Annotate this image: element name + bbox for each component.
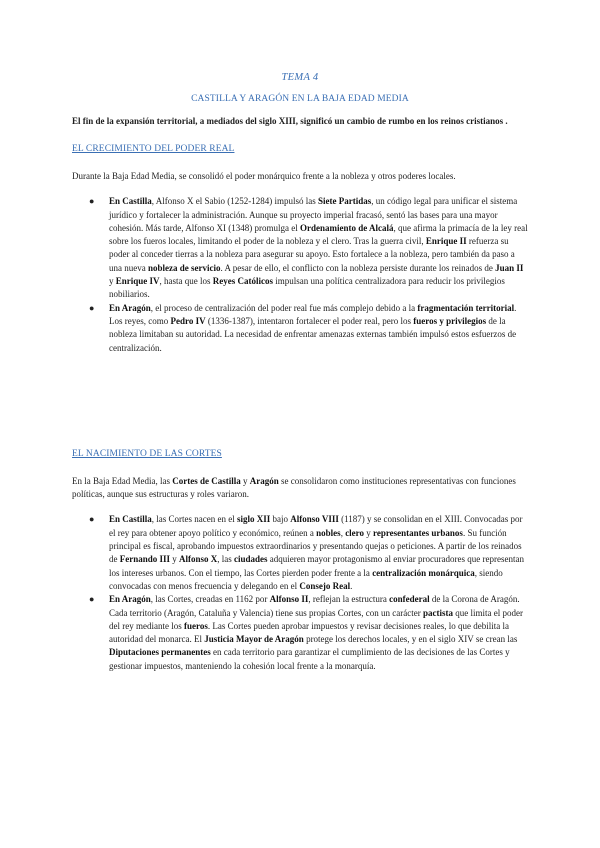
- bold-term: Alfonso II: [269, 594, 309, 605]
- bullet-icon: ●: [89, 302, 95, 313]
- bold-term: Diputaciones permanentes: [109, 647, 211, 658]
- bullet-icon: ●: [89, 594, 95, 605]
- section-heading-cortes: EL NACIMIENTO DE LAS CORTES: [72, 448, 222, 459]
- section1-item-aragon: [72, 302, 528, 355]
- section1-bullet-list: [72, 195, 528, 355]
- bold-term: nobles: [316, 527, 341, 538]
- intro-paragraph: El fin de la expansión territorial, a mediados del siglo XIII, significó un cambio de rumbo en los reinos cristianos .: [72, 116, 508, 126]
- bold-term: Enrique II: [425, 236, 467, 247]
- document-title: CASTILLA Y ARAGÓN EN LA BAJA EDAD MEDIA: [191, 94, 409, 104]
- bold-term: ciudades: [234, 554, 268, 565]
- bold-term: En Aragón: [109, 302, 151, 313]
- bold-term: En Castilla: [109, 196, 152, 207]
- bold-term: Ordenamiento de Alcalá: [299, 222, 394, 233]
- bullet-icon: ●: [89, 196, 95, 207]
- bold-term: fragmentación territorial: [417, 302, 515, 313]
- bold-term: Enrique IV: [115, 276, 160, 287]
- bold-term: siglo XII: [236, 514, 271, 525]
- bold-term: clero: [345, 527, 365, 538]
- bold-term: Siete Partidas: [318, 196, 372, 207]
- bold-term: Reyes Católicos: [212, 276, 274, 287]
- bold-term: pactista: [422, 607, 453, 618]
- section1-item-castilla: [72, 195, 528, 301]
- bold-term: centralización monárquica: [372, 567, 475, 578]
- bold-term: Pedro IV: [170, 315, 206, 326]
- bold-term: Juan II: [495, 262, 524, 273]
- list-item-text: En Castilla, Alfonso X el Sabio (1252-1284) impulsó las Siete Partidas, un código legal para unificar el sistema jurídico y fortalecer la administración. Aunque su proyecto imperial fracasó, sentó las bases para una mayor cohesión. Más tarde, Alfonso XI (1348) promulga el Ordenamiento de Alcalá, que afirma la primacía de la ley real sobre los fueros locales, limitando el poder de la nobleza y el clero. Tras la guerra civil, Enrique II refuerza su poder al conceder tierras a la nobleza para asegurar su apoyo. Esto fortalece a la nobleza, pero también da paso a una nueva nobleza de servicio. A pesar de ello, el conflicto con la nobleza persiste durante los reinados de Juan II y Enrique IV, hasta que los Reyes Católicos impulsan una política centralizadora para reducir los privilegios nobiliarios.: [109, 196, 528, 300]
- bold-term: fueros y privilegios: [413, 315, 487, 326]
- bold-term: Aragón: [249, 475, 279, 486]
- bold-term: En Aragón: [109, 594, 151, 605]
- section2-bullet-list: [72, 513, 528, 673]
- bold-term: nobleza de servicio: [147, 262, 221, 273]
- tema-label: TEMA 4: [281, 72, 319, 83]
- bold-term: Alfonso VIII: [290, 514, 339, 525]
- section2-paragraph: En la Baja Edad Media, las Cortes de Castilla y Aragón se consolidaron como instituciones representativas con funciones políticas, aunque sus estructuras y roles variaron.: [72, 475, 516, 500]
- list-item-text: En Aragón, el proceso de centralización del poder real fue más complejo debido a la fragmentación territorial. Los reyes, como Pedro IV (1336-1387), intentaron fortalecer el poder real, pero los fueros y privilegios de la nobleza limitaban su autoridad. La necesidad de enfrentar amenazas externas también impulsó estos esfuerzos de centralización.: [109, 302, 517, 353]
- list-item-text: En Aragón, las Cortes, creadas en 1162 por Alfonso II, reflejan la estructura confederal de la Corona de Aragón. Cada territorio (Aragón, Cataluña y Valencia) tiene sus propias Cortes, con un carácter pactista que limita el poder del rey mediante los fueros. Las Cortes pueden aprobar impuestos y revisar decisiones reales, lo que debilita la autoridad del monarca. El Justicia Mayor de Aragón protege los derechos locales, y en el siglo XIV se crean las Diputaciones permanentes en cada territorio para garantizar el cumplimiento de las decisiones de las Cortes y gestionar impuestos, manteniendo la cohesión local frente a la monarquía.: [109, 594, 523, 671]
- bullet-icon: ●: [89, 514, 95, 525]
- bold-term: confederal: [389, 594, 430, 605]
- section-heading-poder-real: EL CRECIMIENTO DEL PODER REAL: [72, 144, 235, 154]
- bold-term: Cortes de Castilla: [172, 475, 241, 486]
- bold-term: En Castilla: [109, 514, 152, 525]
- document-page: [72, 72, 528, 673]
- section2-item-aragon: [72, 593, 528, 673]
- bold-term: representantes urbanos: [373, 527, 463, 538]
- section2-item-castilla: [72, 513, 528, 593]
- section-spacer: [72, 355, 528, 449]
- bold-term: Fernando III: [119, 554, 171, 565]
- bold-term: Consejo Real: [299, 580, 351, 591]
- list-item-text: En Castilla, las Cortes nacen en el siglo XII bajo Alfonso VIII (1187) y se consolidan en el XIII. Convocadas por el rey para obtener apoyo político y económico, reúnen a nobles, clero y representantes urbanos. Su función principal es fiscal, aprobando impuestos extraordinarios y presentando quejas o peticiones. A partir de los reinados de Fernando III y Alfonso X, las ciudades adquieren mayor protagonismo al enviar procuradores que representan los intereses urbanos. Con el tiempo, las Cortes pierden poder frente a la centralización monárquica, siendo convocadas con menos frecuencia y delegando en el Consejo Real.: [109, 514, 524, 591]
- bold-term: Justicia Mayor de Aragón: [204, 634, 304, 645]
- bold-term: fueros: [183, 620, 208, 631]
- bold-term: Alfonso X: [179, 554, 218, 565]
- section1-paragraph: Durante la Baja Edad Media, se consolidó el poder monárquico frente a la nobleza y otros poderes locales.: [72, 171, 456, 181]
